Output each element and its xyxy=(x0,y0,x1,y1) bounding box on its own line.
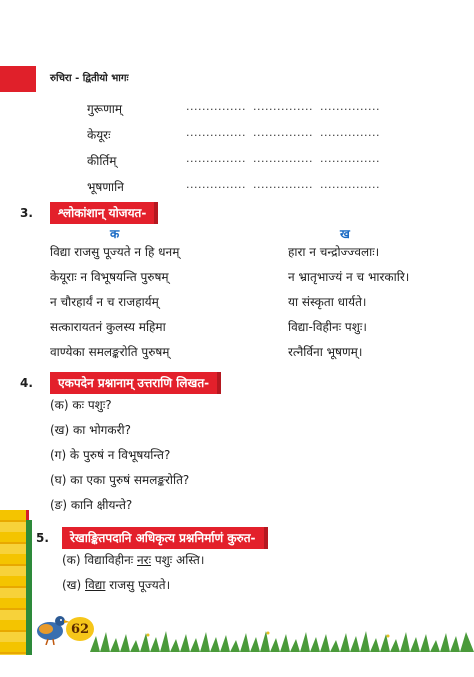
match-left-item: न चौरहार्यं न च राजहार्यम् xyxy=(50,295,159,309)
question-item xyxy=(62,576,170,593)
column-header-b: ख xyxy=(340,227,350,241)
match-right-item: रत्नैर्विना भूषणम्। xyxy=(288,345,363,359)
question-item xyxy=(62,551,204,568)
question-number: 5. xyxy=(36,531,49,545)
column-header-a: क xyxy=(110,227,120,241)
decorative-border xyxy=(0,510,29,655)
match-right-item: विद्या-विहीनः पशुः। xyxy=(288,320,367,334)
word-item: कीर्तिम् xyxy=(87,154,117,168)
match-left-item: केयूराः न विभूषयन्ति पुरुषम् xyxy=(50,270,169,284)
question-title: श्लोकांशान् योजयत- xyxy=(50,202,154,224)
match-left-item: सत्कारायतनं कुलस्य महिमा xyxy=(50,320,166,334)
page-number: 62 xyxy=(66,617,94,641)
answer-blank: ............... xyxy=(320,126,380,139)
answer-blank: ............... xyxy=(186,126,246,139)
underlined-word: नरः xyxy=(137,553,152,567)
question-number: 4. xyxy=(20,376,33,390)
grass-decoration xyxy=(90,628,474,652)
item-text: राजसु पूज्यते। xyxy=(105,578,171,592)
answer-blank: ............... xyxy=(253,152,313,165)
word-item: केयूरः xyxy=(87,128,111,142)
bird-illustration xyxy=(30,605,70,645)
match-right-item: या संस्कृता धार्यते। xyxy=(288,295,367,309)
answer-blank: ............... xyxy=(186,100,246,113)
question-item: (क) कः पशुः? xyxy=(50,398,112,412)
answer-blank: ............... xyxy=(253,100,313,113)
item-text: पशुः अस्ति। xyxy=(151,553,205,567)
underlined-word: विद्या xyxy=(85,578,106,592)
answer-blank: ............... xyxy=(186,178,246,191)
question-title: रेखाङ्कितपदानि अधिकृत्य प्रश्ननिर्माणं कुरुत- xyxy=(62,527,264,549)
item-text: (क) विद्याविहीनः xyxy=(62,553,138,567)
question-item: (ग) के पुरुषं न विभूषयन्ति? xyxy=(50,448,171,462)
match-right-item: हारा न चन्द्रोज्ज्वलाः। xyxy=(288,245,380,259)
word-item: गुरूणाम् xyxy=(87,102,123,116)
answer-blank: ............... xyxy=(253,178,313,191)
match-right-item: न भ्रातृभाज्यं न च भारकारि। xyxy=(288,270,410,284)
answer-blank: ............... xyxy=(320,178,380,191)
question-title: एकपदेन प्रश्नानाम् उत्तराणि लिखत- xyxy=(50,372,217,394)
question-number: 3. xyxy=(20,206,33,220)
answer-blank: ............... xyxy=(320,100,380,113)
item-text: (ख) xyxy=(62,578,85,592)
question-item: (ङ) कानि क्षीयन्ते? xyxy=(50,498,133,512)
answer-blank: ............... xyxy=(186,152,246,165)
match-left-item: वाण्येका समलङ्करोति पुरुषम् xyxy=(50,345,170,359)
answer-blank: ............... xyxy=(253,126,313,139)
header-accent-bar xyxy=(0,66,36,92)
match-left-item: विद्या राजसु पूज्यते न हि धनम् xyxy=(50,245,180,259)
answer-blank: ............... xyxy=(320,152,380,165)
question-item: (घ) का एका पुरुषं समलङ्करोति? xyxy=(50,473,190,487)
question-item: (ख) का भोगकरी? xyxy=(50,423,132,437)
word-item: भूषणानि xyxy=(87,180,124,194)
book-header-title: रुचिरा - द्वितीयो भागः xyxy=(50,73,129,84)
